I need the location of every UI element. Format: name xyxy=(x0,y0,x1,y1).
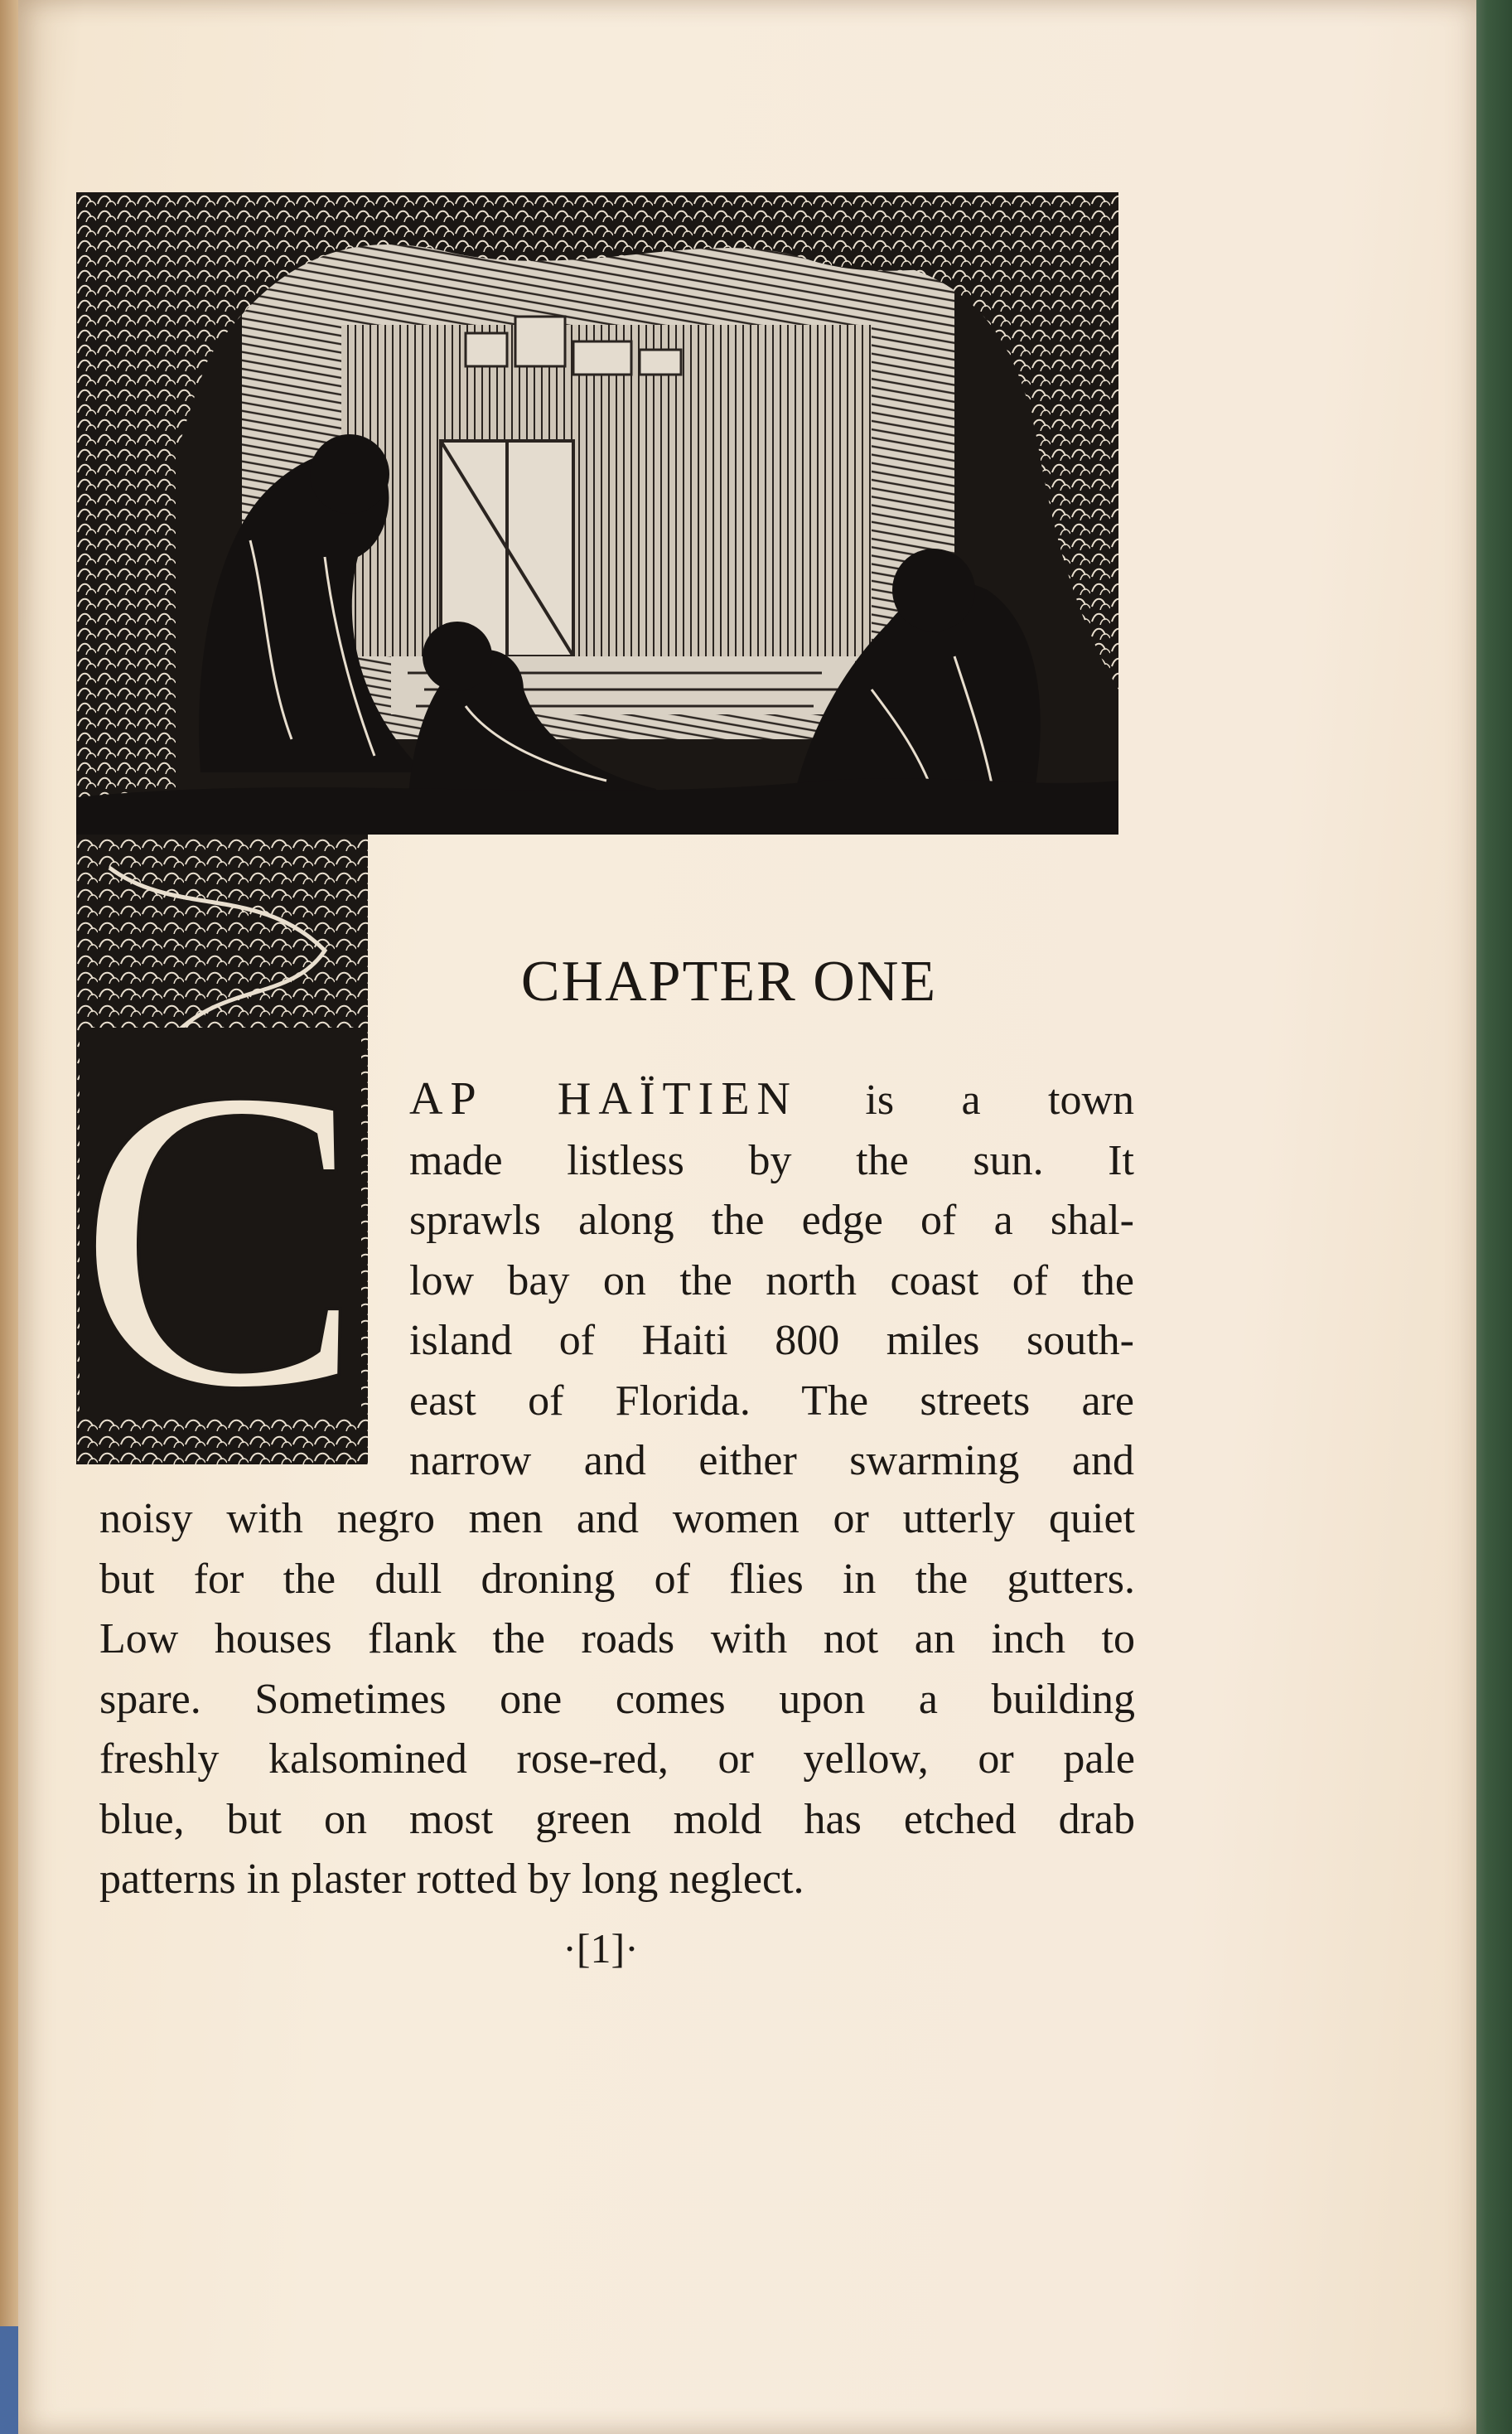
text-line: made listless by the sun. It xyxy=(409,1136,1134,1184)
text-line: patterns in plaster rotted by long neglect. xyxy=(99,1856,804,1903)
drop-cap-svg xyxy=(80,1028,361,1417)
lead-small-caps: AP HAÏTIEN xyxy=(409,1073,798,1125)
text-line: low bay on the north coast of the xyxy=(409,1256,1134,1304)
text-line: narrow and either swarming and xyxy=(409,1437,1134,1484)
paragraph-indented xyxy=(409,1069,1134,1492)
text-line: freshly kalsomined rose-red, or yellow, or pale xyxy=(99,1735,1135,1783)
paragraph-full xyxy=(99,1489,1135,1910)
chapter-title: CHAPTER ONE xyxy=(520,950,938,1014)
text-line xyxy=(409,1069,1134,1131)
text-line: east of Florida. The streets are xyxy=(409,1377,1134,1425)
text-line: blue, but on most green mold has etched drab xyxy=(99,1795,1135,1843)
drop-cap-initial xyxy=(80,1028,361,1417)
page-number: ·[1]· xyxy=(563,1925,639,1972)
text-line: Low houses flank the roads with not an inch to xyxy=(99,1615,1135,1662)
woodcut-illustration xyxy=(76,192,1118,835)
text-line: but for the dull droning of flies in the gutters. xyxy=(99,1555,1135,1603)
svg-text:C: C xyxy=(80,1028,361,1417)
text-line: spare. Sometimes one comes upon a building xyxy=(99,1675,1135,1723)
text-line: sprawls along the edge of a shal- xyxy=(409,1197,1134,1244)
woodcut-scene xyxy=(76,192,1118,835)
text-line: noisy with negro men and women or utterly quiet xyxy=(99,1495,1135,1542)
text-line: island of Haiti 800 miles south- xyxy=(409,1317,1134,1364)
text-line-tail: is a town xyxy=(797,1077,1134,1124)
